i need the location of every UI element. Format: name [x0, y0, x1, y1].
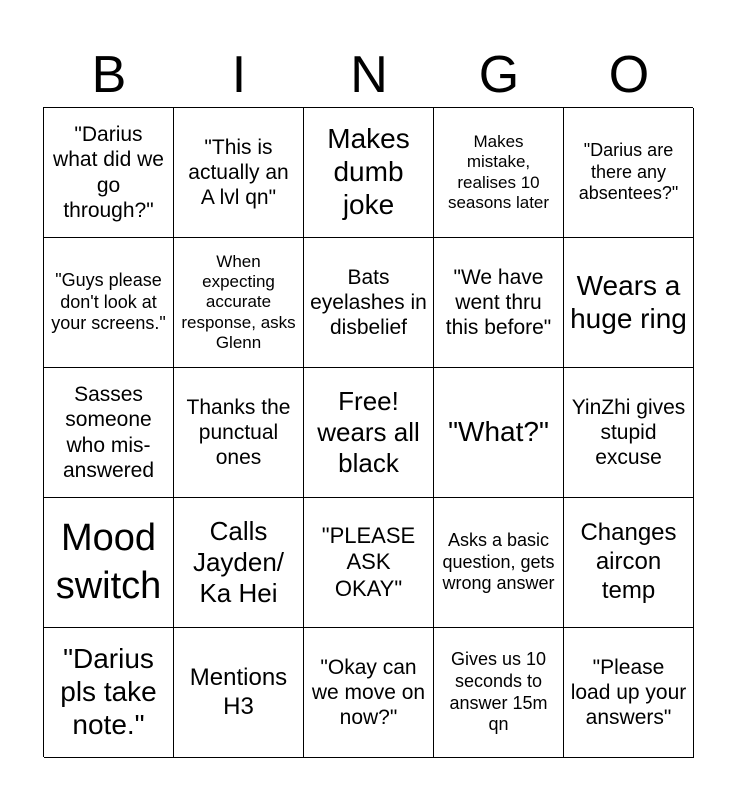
bingo-cell[interactable]: "Darius what did we go through?"	[44, 108, 174, 238]
bingo-cell[interactable]: Gives us 10 seconds to answer 15m qn	[434, 628, 564, 758]
bingo-cell[interactable]: Asks a basic question, gets wrong answer	[434, 498, 564, 628]
bingo-cell[interactable]: Thanks the punctual ones	[174, 368, 304, 498]
bingo-cell[interactable]: "Guys please don't look at your screens."	[44, 238, 174, 368]
bingo-cell[interactable]: Sasses someone who mis-answered	[44, 368, 174, 498]
bingo-cell[interactable]: When expecting accurate response, asks Glenn	[174, 238, 304, 368]
bingo-cell[interactable]: YinZhi gives stupid excuse	[564, 368, 694, 498]
bingo-cell[interactable]: "Darius are there any absentees?"	[564, 108, 694, 238]
bingo-header	[44, 42, 694, 108]
bingo-cell[interactable]: Mood switch	[44, 498, 174, 628]
bingo-cell-free-space[interactable]: Free! wears all black	[304, 368, 434, 498]
header-letter-b: B	[91, 46, 127, 104]
header-letter-n: N	[350, 46, 388, 104]
bingo-cell[interactable]: "PLEASE ASK OKAY"	[304, 498, 434, 628]
bingo-card-grid	[43, 107, 693, 757]
header-letter-i: I	[231, 46, 247, 104]
bingo-cell[interactable]: Bats eyelashes in disbelief	[304, 238, 434, 368]
bingo-cell[interactable]: Calls Jayden/ Ka Hei	[174, 498, 304, 628]
bingo-cell[interactable]: "We have went thru this before"	[434, 238, 564, 368]
bingo-cell[interactable]: "Okay can we move on now?"	[304, 628, 434, 758]
bingo-cell[interactable]: Makes mistake, realises 10 seasons later	[434, 108, 564, 238]
bingo-cell[interactable]: Mentions H3	[174, 628, 304, 758]
bingo-cell[interactable]: Wears a huge ring	[564, 238, 694, 368]
bingo-cell[interactable]: "Darius pls take note."	[44, 628, 174, 758]
bingo-cell[interactable]: "What?"	[434, 368, 564, 498]
header-letter-g: G	[478, 46, 520, 104]
bingo-cell[interactable]: "Please load up your answers"	[564, 628, 694, 758]
bingo-cell[interactable]: "This is actually an A lvl qn"	[174, 108, 304, 238]
header-letter-o: O	[608, 46, 650, 104]
bingo-cell[interactable]: Makes dumb joke	[304, 108, 434, 238]
bingo-cell[interactable]: Changes aircon temp	[564, 498, 694, 628]
